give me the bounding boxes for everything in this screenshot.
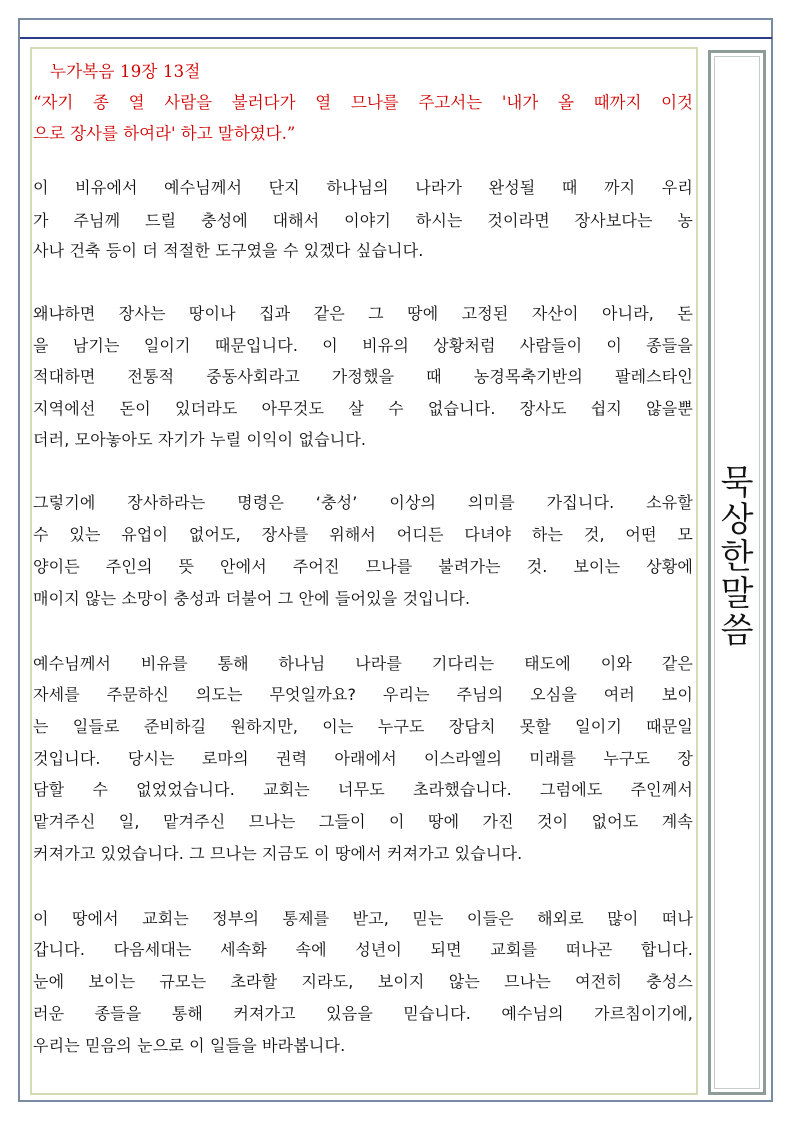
body-line: 러운 종들을 통해 커져가고 있음을 믿습니다. 예수님의 가르침이기에, [33, 1004, 693, 1023]
body-line: 이 비유에서 예수님께서 단지 하나님의 나라가 완성될 때 까지 우리 [33, 178, 693, 197]
header-rule [20, 37, 772, 39]
body-line: 이 땅에서 교회는 정부의 통제를 받고, 믿는 이들은 해외로 많이 떠나 [33, 909, 693, 928]
body-line: 것입니다. 당시는 로마의 권력 아래에서 이스라엘의 미래를 누구도 장 [33, 749, 693, 768]
body-line: 자세를 주문하신 의도는 무엇일까요? 우리는 주님의 오심을 여러 보이 [33, 685, 693, 704]
body-line: 을 남기는 일이기 때문입니다. 이 비유의 상황처럼 사람들이 이 종들을 [33, 336, 693, 355]
body-line: 눈에 보이는 규모는 초라할 지라도, 보이지 않는 므나는 여전히 충성스 [33, 972, 693, 991]
body-line: 담할 수 없었었습니다. 교회는 너무도 초라했습니다. 그럼에도 주인께서 [33, 780, 693, 799]
side-title-char: 묵 [720, 463, 754, 503]
body-line: 커져가고 있었습니다. 그 므나는 지금도 이 땅에서 커져가고 있습니다. [33, 844, 523, 863]
side-title-char: 말 [720, 574, 754, 614]
body-line: 는 일들로 준비하길 원하지만, 이는 누구도 장담치 못할 일이기 때문일 [33, 717, 693, 736]
body-line: 그렇기에 장사하라는 명령은 ‘충성’ 이상의 의미를 가집니다. 소유할 [33, 493, 693, 512]
verse-line: 으로 장사를 하여라' 하고 말하였다.” [33, 124, 296, 143]
body-line: 사나 건축 등이 더 적절한 도구였을 수 있겠다 싶습니다. [33, 241, 424, 260]
body-line: 가 주님께 드릴 충성에 대해서 이야기 하시는 것이라면 장사보다는 농 [33, 211, 693, 230]
body-line: 우리는 믿음의 눈으로 이 일들을 바라봅니다. [33, 1036, 346, 1055]
side-title-char: 한 [720, 537, 754, 577]
side-title-box [708, 50, 766, 1095]
body-line: 수 있는 유업이 없어도, 장사를 위해서 어디든 다녀야 하는 것, 어떤 모 [33, 525, 693, 544]
side-title-char: 씀 [720, 611, 754, 651]
side-title-char: 상 [720, 500, 754, 540]
body-line: 맡겨주신 일, 맡겨주신 므나는 그들이 이 땅에 가진 것이 없어도 계속 [33, 812, 693, 831]
body-line: 매이지 않는 소망이 충성과 더불어 그 안에 들어있을 것입니다. [33, 589, 471, 608]
body-line: 더러, 모아놓아도 자기가 누릴 이익이 없습니다. [33, 430, 367, 449]
side-title [711, 465, 763, 650]
body-line: 예수님께서 비유를 통해 하나님 나라를 기다리는 태도에 이와 같은 [33, 654, 693, 673]
body-line: 적대하면 전통적 중동사회라고 가정했을 때 농경목축기반의 팔레스타인 [33, 367, 693, 386]
verse-line: “자기 종 열 사람을 불러다가 열 므나를 주고서는 '내가 올 때까지 이것 [33, 93, 693, 112]
body-line: 왜냐하면 장사는 땅이나 집과 같은 그 땅에 고정된 자산이 아니라, 돈 [33, 304, 693, 323]
body-line: 양이든 주인의 뜻 안에서 주어진 므나를 불려가는 것. 보이는 상황에 [33, 557, 693, 576]
body-line: 갑니다. 다음세대는 세속화 속에 성년이 되면 교회를 떠나곤 합니다. [33, 940, 693, 959]
body-line: 지역에선 돈이 있더라도 아무것도 살 수 없습니다. 장사도 쉽지 않을뿐 [33, 399, 693, 418]
verse-reference: 누가복음 19장 13절 [50, 62, 201, 81]
